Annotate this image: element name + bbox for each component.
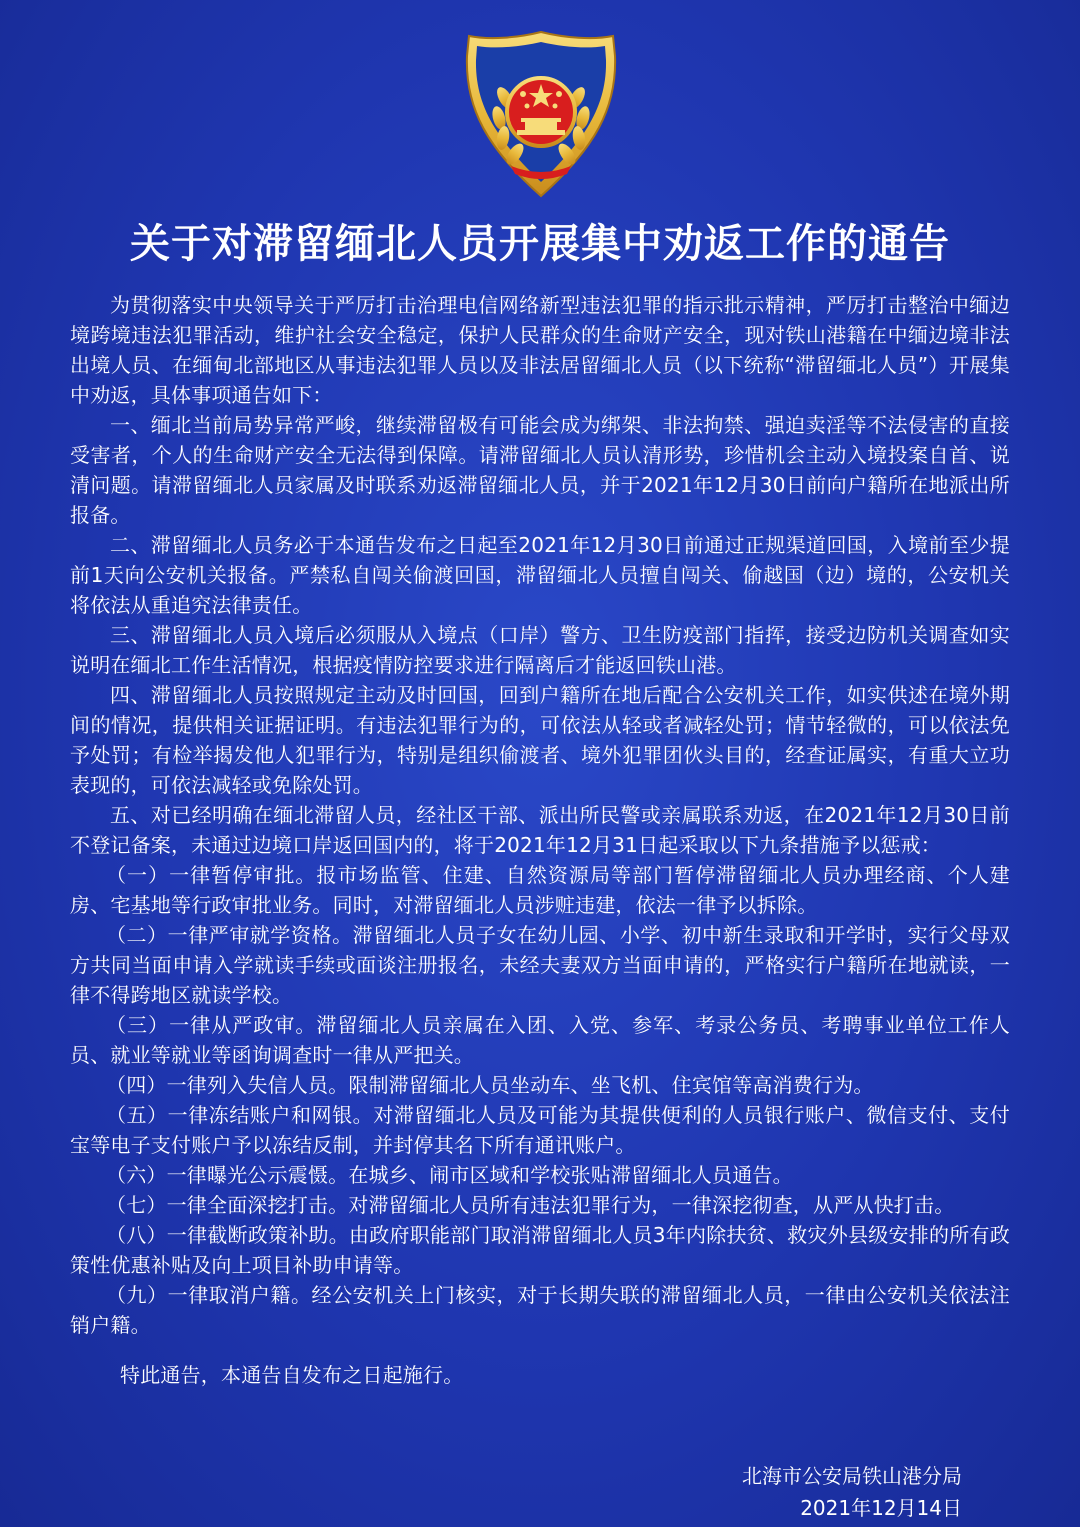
measure-6: （六）一律曝光公示震慑。在城乡、闹市区域和学校张贴滞留缅北人员通告。 — [106, 1163, 793, 1187]
measure-2: （二）一律严审就学资格。滞留缅北人员子女在幼儿园、小学、初中新生录取和开学时，实行父母双方共同当面申请入学就读手续或面谈注册报名，未经夫妻双方当面申请的，严格实行户籍所在地就读，一律不得跨地区就读学校。 — [70, 923, 1010, 1007]
signature-block — [742, 1460, 962, 1524]
section-5: 五、对已经明确在缅北滞留人员，经社区干部、派出所民警或亲属联系劝返，在2021年12月30日前不登记备案，未通过边境口岸返回国内的，将于2021年12月31日起采取以下九条措施予以惩戒： — [70, 803, 1010, 857]
section-3: 三、滞留缅北人员入境后必须服从入境点（口岸）警方、卫生防疫部门指挥，接受边防机关调查如实说明在缅北工作生活情况，根据疫情防控要求进行隔离后才能返回铁山港。 — [70, 623, 1010, 677]
measure-4: （四）一律列入失信人员。限制滞留缅北人员坐动车、坐飞机、住宾馆等高消费行为。 — [106, 1073, 874, 1097]
measure-7: （七）一律全面深挖打击。对滞留缅北人员所有违法犯罪行为，一律深挖彻查，从严从快打击。 — [106, 1193, 955, 1217]
measure-1: （一）一律暂停审批。报市场监管、住建、自然资源局等部门暂停滞留缅北人员办理经商、个人建房、宅基地等行政审批业务。同时，对滞留缅北人员涉赃违建，依法一律予以拆除。 — [70, 863, 1010, 917]
measure-5: （五）一律冻结账户和网银。对滞留缅北人员及可能为其提供便利的人员银行账户、微信支付、支付宝等电子支付账户予以冻结反制，并封停其名下所有通讯账户。 — [70, 1103, 1010, 1157]
notice-title: 关于对滞留缅北人员开展集中劝返工作的通告 — [130, 221, 950, 267]
police-emblem-icon — [455, 28, 627, 200]
measure-8: （八）一律截断政策补助。由政府职能部门取消滞留缅北人员3年内除扶贫、救灾外县级安排的所有政策性优惠补贴及向上项目补助申请等。 — [70, 1223, 1010, 1277]
section-2: 二、滞留缅北人员务必于本通告发布之日起至2021年12月30日前通过正规渠道回国，入境前至少提前1天向公安机关报备。严禁私自闯关偷渡回国，滞留缅北人员擅自闯关、偷越国（边）境的，公安机关将依法从重追究法律责任。 — [70, 533, 1010, 617]
intro-paragraph: 为贯彻落实中央领导关于严厉打击治理电信网络新型违法犯罪的指示批示精神，严厉打击整治中缅边境跨境违法犯罪活动，维护社会安全稳定，保护人民群众的生命财产安全，现对铁山港籍在中缅边境非法出境人员、在缅甸北部地区从事违法犯罪人员以及非法居留缅北人员（以下统称“滞留缅北人员”）开展集中劝返，具体事项通告如下： — [70, 293, 1010, 407]
measure-9: （九）一律取消户籍。经公安机关上门核实，对于长期失联的滞留缅北人员，一律由公安机关依法注销户籍。 — [70, 1283, 1010, 1337]
closing-statement: 特此通告，本通告自发布之日起施行。 — [120, 1363, 464, 1387]
notice-body — [70, 290, 1010, 1390]
issuer-name: 北海市公安局铁山港分局 — [742, 1464, 962, 1488]
measure-3: （三）一律从严政审。滞留缅北人员亲属在入团、入党、参军、考录公务员、考聘事业单位工作人员、就业等就业等函询调查时一律从严把关。 — [70, 1013, 1010, 1067]
issue-date: 2021年12月14日 — [800, 1496, 962, 1520]
section-4: 四、滞留缅北人员按照规定主动及时回国，回到户籍所在地后配合公安机关工作，如实供述在境外期间的情况，提供相关证据证明。有违法犯罪行为的，可依法从轻或者减轻处罚；情节轻微的，可以依法免予处罚；有检举揭发他人犯罪行为，特别是组织偷渡者、境外犯罪团伙头目的，经查证属实，有重大立功表现的，可依法减轻或免除处罚。 — [70, 683, 1010, 797]
section-1: 一、缅北当前局势异常严峻，继续滞留极有可能会成为绑架、非法拘禁、强迫卖淫等不法侵害的直接受害者，个人的生命财产安全无法得到保障。请滞留缅北人员认清形势，珍惜机会主动入境投案自首、说清问题。请滞留缅北人员家属及时联系劝返滞留缅北人员，并于2021年12月30日前向户籍所在地派出所报备。 — [70, 413, 1010, 527]
